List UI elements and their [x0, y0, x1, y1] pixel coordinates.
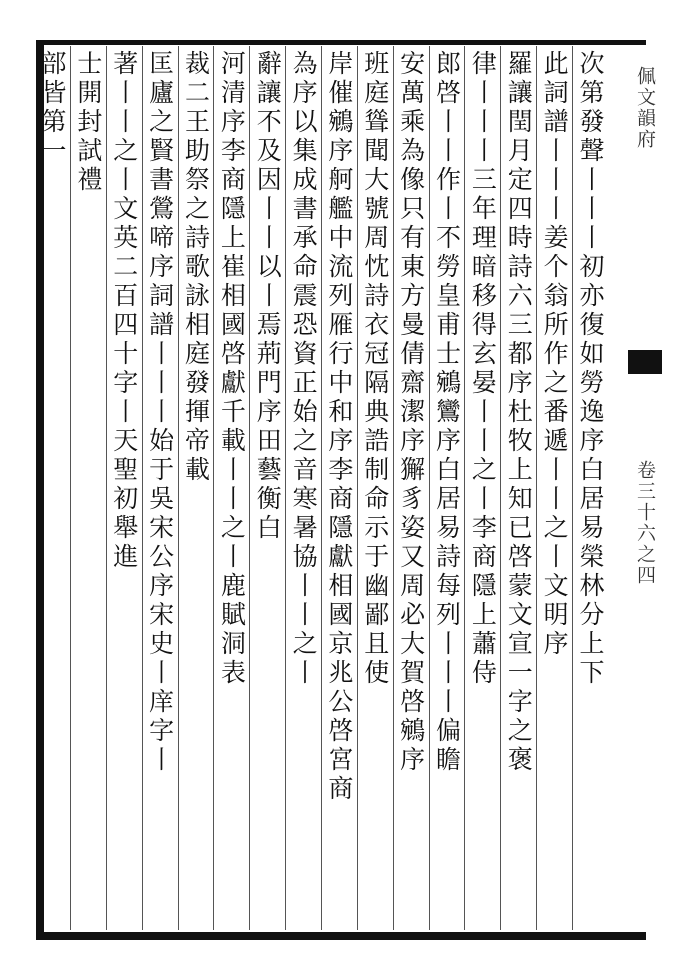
column-text: 郎啓丨丨作丨不勞皇甫士鵷鸞序白居易詩每列丨丨丨偏瞻 [432, 50, 462, 775]
column-text: 岸催鵷序舸艦中流列雁行中和序李商隱獻相國京兆公啓宮商 [324, 50, 354, 804]
text-column [141, 50, 179, 928]
column-text: 羅讓閏月定四時詩六三都序杜牧上知已啓蒙文宣一字之褒 [504, 50, 534, 775]
column-text: 部皆第一 [38, 50, 67, 166]
column-text: 士開封試禮 [73, 50, 103, 195]
text-column [105, 50, 143, 928]
text-column [284, 50, 322, 928]
column-text: 匡廬之賢書鶯啼序詞譜丨丨丨始于吳宋公序宋史丨庠字丨 [145, 50, 175, 775]
text-column [248, 50, 286, 928]
frame-bottom-border [36, 932, 646, 940]
column-text: 辭讓不及因丨丨以丨焉荊門序田藝衡白 [253, 50, 283, 543]
column-text: 為序以集成書承命震恐資正始之音寒暑協丨丨之丨 [289, 50, 319, 688]
text-column [33, 50, 71, 928]
text-column [463, 50, 501, 928]
text-column [356, 50, 394, 928]
text-column [499, 50, 537, 928]
center-margin [628, 60, 662, 920]
margin-book-title: 佩文韻府 [634, 66, 656, 150]
text-column [428, 50, 466, 928]
text-column [69, 50, 107, 928]
frame-top-border [36, 40, 646, 45]
column-text: 此詞譜丨丨丨姜个翁所作之番遞丨丨之丨文明序 [540, 50, 570, 659]
column-text: 安萬乘為像只有東方曼倩齋潔序獬豸姿又周必大賀啓鵷序 [396, 50, 426, 775]
text-column [320, 50, 358, 928]
text-column [392, 50, 430, 928]
fishtail-mark [628, 350, 662, 374]
text-column [176, 50, 214, 928]
column-text: 次第發聲丨丨丨初亦復如勞逸序白居易榮林分上下 [576, 50, 605, 688]
text-column [571, 50, 609, 928]
column-text: 著丨丨之丨文英二百四十字丨天聖初舉進 [109, 50, 139, 572]
column-text: 班庭聳聞大號周忱詩衣冠隔典誥制命示于幽鄙且使 [360, 50, 390, 688]
text-column [535, 50, 573, 928]
text-column [212, 50, 250, 928]
margin-juan-label: 卷三十六之四 [634, 460, 656, 586]
column-text: 河清序李商隱上崔相國啓獻千載丨丨之丨鹿賦洞表 [217, 50, 247, 688]
column-text: 裁二王助祭之詩歌詠相庭發揮帝載 [181, 50, 211, 485]
column-text: 律丨丨丨三年理暗移得玄晏丨丨之丨李商隱上蕭侍 [468, 50, 498, 688]
